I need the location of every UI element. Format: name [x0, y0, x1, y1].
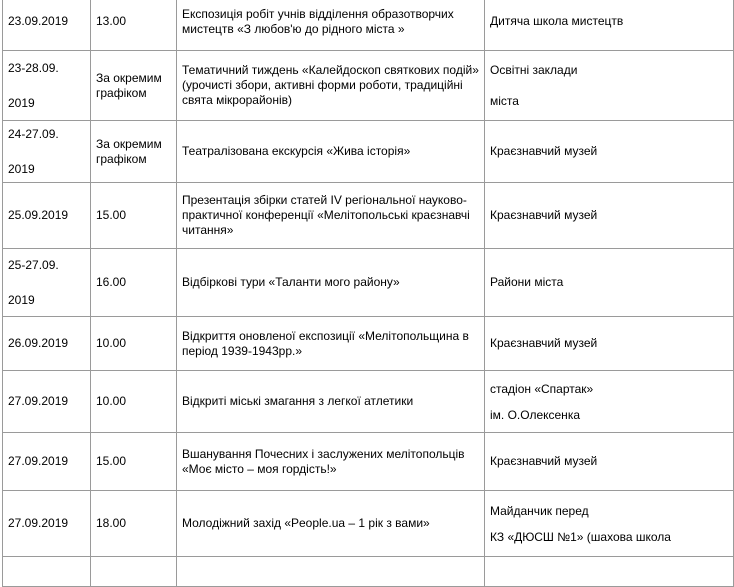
- time-cell: 10.00: [91, 317, 177, 371]
- place-line-2: КЗ «ДЮСШ №1» (шахова школа: [490, 529, 671, 544]
- place-line-1: Освітні заклади: [490, 62, 578, 77]
- event-cell: Молодіжний захід «People.ua – 1 рік з вами»: [177, 491, 485, 557]
- place-cell: [485, 51, 734, 121]
- date-line-2: 2019: [8, 292, 35, 307]
- time-cell: 15.00: [91, 183, 177, 249]
- table-row: [3, 491, 734, 557]
- date-cell: [3, 249, 91, 317]
- place-line-2: ім. О.Олексенка: [490, 407, 580, 422]
- table-row: [3, 249, 734, 317]
- place-cell: Краєзнавчий музей: [485, 183, 734, 249]
- event-cell: Тематичний тиждень «Калейдоскоп святкових подій» (урочисті збори, активні форми роботи, традиційні свята мікрорайонів): [177, 51, 485, 121]
- table-row: [3, 121, 734, 183]
- event-cell: Відкриття оновленої експозиції «Мелітопольщина в період 1939-1943рр.»: [177, 317, 485, 371]
- event-cell: Театралізована екскурсія «Жива історія»: [177, 121, 485, 183]
- date-cell: 23.09.2019: [3, 0, 91, 51]
- time-cell: [91, 557, 177, 587]
- schedule-table: [2, 0, 734, 587]
- table-row: [3, 433, 734, 491]
- time-cell: 10.00: [91, 371, 177, 433]
- date-line-1: 23-28.09.: [8, 60, 59, 75]
- event-cell: Презентація збірки статей IV регіональної науково-практичної конференції «Мелітопольські краєзнавчі читання»: [177, 183, 485, 249]
- time-cell: 15.00: [91, 433, 177, 491]
- place-line-2: міста: [490, 93, 519, 108]
- date-line-2: 2019: [8, 95, 35, 110]
- place-cell: Дитяча школа мистецтв: [485, 0, 734, 51]
- table-row: [3, 317, 734, 371]
- date-cell: 27.09.2019: [3, 491, 91, 557]
- table-row: [3, 371, 734, 433]
- event-cell: Вшанування Почесних і заслужених мелітопольців «Моє місто – моя гордість!»: [177, 433, 485, 491]
- date-cell: [3, 557, 91, 587]
- place-line-1: Майданчик перед: [490, 503, 589, 518]
- event-cell: Відбіркові тури «Таланти мого району»: [177, 249, 485, 317]
- time-cell: 13.00: [91, 0, 177, 51]
- table-row: [3, 557, 734, 587]
- place-cell: Краєзнавчий музей: [485, 121, 734, 183]
- date-cell: [3, 121, 91, 183]
- place-cell: Райони міста: [485, 249, 734, 317]
- place-cell: Краєзнавчий музей: [485, 433, 734, 491]
- date-line-2: 2019: [8, 161, 35, 176]
- place-line-1: стадіон «Спартак»: [490, 381, 594, 396]
- event-cell: Експозиція робіт учнів відділення образотворчих мистецтв «З любов'ю до рідного міста »: [177, 0, 485, 51]
- event-cell: Відкриті міські змагання з легкої атлетики: [177, 371, 485, 433]
- place-cell: Краєзнавчий музей: [485, 317, 734, 371]
- date-line-1: 25-27.09.: [8, 257, 59, 272]
- date-line-1: 24-27.09.: [8, 126, 59, 141]
- time-cell: За окремим графіком: [91, 51, 177, 121]
- date-cell: 27.09.2019: [3, 433, 91, 491]
- time-cell: За окремим графіком: [91, 121, 177, 183]
- time-cell: 16.00: [91, 249, 177, 317]
- date-cell: 26.09.2019: [3, 317, 91, 371]
- place-cell: [485, 371, 734, 433]
- time-cell: 18.00: [91, 491, 177, 557]
- place-cell: [485, 491, 734, 557]
- date-cell: [3, 51, 91, 121]
- event-cell: [177, 557, 485, 587]
- date-cell: 27.09.2019: [3, 371, 91, 433]
- table-row: [3, 51, 734, 121]
- place-cell: [485, 557, 734, 587]
- table-row: [3, 183, 734, 249]
- date-cell: 25.09.2019: [3, 183, 91, 249]
- table-row: [3, 0, 734, 51]
